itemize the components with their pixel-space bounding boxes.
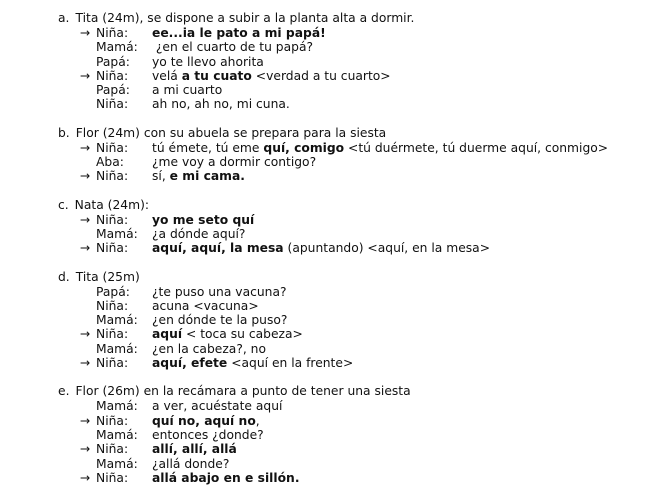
example-section: [0, 270, 652, 371]
utterance-bold-fragment: a tu cuato: [181, 68, 252, 83]
arrow-right-icon: →: [80, 212, 91, 227]
utterance-fragment: <tú duérmete, tú duerme aquí, conmigo>: [344, 140, 609, 155]
speaker-label: Niña:: [96, 140, 129, 155]
speaker-label: Mamá:: [96, 341, 138, 356]
utterance: [152, 414, 260, 428]
example-title: Flor (26m) en la recámara a punto de tener una siesta: [75, 384, 411, 399]
utterance: [152, 428, 264, 442]
utterance: [152, 97, 290, 111]
example-section: [0, 198, 652, 256]
example-section: [0, 126, 652, 184]
utterance-fragment: ¿en dónde te la puso?: [152, 313, 288, 328]
dialogue-line: [0, 40, 652, 54]
dialogue-line: [0, 428, 652, 442]
example-header: [0, 270, 652, 285]
dialogue-line: [0, 155, 652, 169]
example-header: [0, 126, 652, 141]
speaker-label: Papá:: [96, 54, 130, 69]
utterance-bold-fragment: aquí, aquí, la mesa: [152, 241, 284, 256]
speaker-label: Mamá:: [96, 456, 138, 471]
utterance: [152, 213, 254, 227]
dialogue-line: [0, 55, 652, 69]
speaker-label: Niña:: [96, 470, 129, 485]
arrow-right-icon: →: [80, 327, 91, 342]
example-header: [0, 11, 652, 26]
speaker-label: Papá:: [96, 83, 130, 98]
dialogue-line: [0, 213, 652, 227]
speaker-label: Mamá:: [96, 226, 138, 241]
speaker-label: Aba:: [96, 155, 124, 170]
dialogue-line: [0, 442, 652, 456]
dialogue-line: [0, 313, 652, 327]
arrow-right-icon: →: [80, 26, 91, 40]
example-title: Flor (24m) con su abuela se prepara para la siesta: [75, 125, 387, 140]
dialogue-line: [0, 169, 652, 183]
utterance-fragment: (apuntando) <aquí, en la mesa>: [283, 241, 491, 256]
dialogue-line: [0, 227, 652, 241]
utterance: [152, 155, 316, 169]
arrow-right-icon: →: [80, 413, 91, 428]
dialogue-line: [0, 471, 652, 485]
example-header: [0, 384, 652, 399]
dialogue-line: [0, 26, 652, 40]
example-letter: b.: [58, 125, 70, 140]
utterance-fragment: sí,: [152, 169, 170, 184]
utterance: [152, 26, 326, 40]
arrow-right-icon: →: [80, 140, 91, 155]
speaker-label: Mamá:: [96, 313, 138, 328]
utterance-fragment: entonces ¿donde?: [152, 427, 264, 442]
utterance-bold-fragment: ee...ia le pato a mi papá!: [152, 26, 326, 40]
utterance-fragment: ,: [255, 413, 260, 428]
speaker-label: Niña:: [96, 241, 129, 256]
dialogue-line: [0, 299, 652, 313]
dialogue-line: [0, 83, 652, 97]
example-letter: e.: [58, 384, 70, 399]
speaker-label: Mamá:: [96, 427, 138, 442]
speaker-label: Mamá:: [96, 399, 138, 414]
utterance-fragment: acuna <vacuna>: [152, 298, 259, 313]
dialogue-line: [0, 399, 652, 413]
utterance-fragment: ah no, ah no, mi cuna.: [152, 97, 290, 112]
utterance: [152, 299, 259, 313]
speaker-label: Niña:: [96, 413, 129, 428]
utterance-fragment: ¿allá donde?: [152, 456, 230, 471]
arrow-right-icon: →: [80, 356, 91, 371]
utterance-fragment: ¿te puso una vacuna?: [152, 284, 287, 299]
utterance: [152, 285, 287, 299]
dialogue-line: [0, 69, 652, 83]
example-section: [0, 11, 652, 112]
dialogue-line: [0, 414, 652, 428]
speaker-label: Niña:: [96, 97, 129, 112]
example-letter: c.: [58, 197, 69, 212]
utterance-bold-fragment: yo me seto quí: [152, 212, 255, 227]
utterance-fragment: velá: [152, 68, 182, 83]
speaker-label: Papá:: [96, 284, 130, 299]
speaker-label: Niña:: [96, 169, 129, 184]
utterance-bold-fragment: aquí, efete: [152, 356, 228, 371]
speaker-label: Niña:: [96, 212, 129, 227]
utterance: [152, 169, 245, 183]
utterance-bold-fragment: allí, allí, allá: [152, 442, 237, 457]
utterance-fragment: a ver, acuéstate aquí: [152, 399, 283, 414]
speaker-label: Niña:: [96, 26, 129, 40]
example-header: [0, 198, 652, 213]
dialogue-line: [0, 342, 652, 356]
utterance-fragment: ¿en el cuarto de tu papá?: [152, 40, 314, 55]
utterance: [152, 55, 264, 69]
utterance: [152, 342, 266, 356]
utterance: [152, 399, 282, 413]
utterance-fragment: yo te llevo ahorita: [152, 54, 264, 69]
utterance-fragment: tú émete, tú eme: [152, 140, 264, 155]
utterance: [152, 40, 313, 54]
dialogue-line: [0, 141, 652, 155]
utterance: [152, 141, 608, 155]
speaker-label: Niña:: [96, 356, 129, 371]
utterance-bold-fragment: allá abajo en e sillón.: [152, 470, 300, 485]
utterance-fragment: a mi cuarto: [152, 83, 223, 98]
arrow-right-icon: →: [80, 169, 91, 184]
example-section: [0, 384, 652, 485]
utterance: [152, 327, 303, 341]
transcript-document: [0, 11, 652, 499]
utterance: [152, 69, 391, 83]
utterance: [152, 442, 237, 456]
utterance-fragment: <verdad a tu cuarto>: [251, 68, 391, 83]
example-title: Tita (25m): [75, 269, 140, 284]
utterance: [152, 241, 490, 255]
speaker-label: Niña:: [96, 298, 129, 313]
dialogue-line: [0, 285, 652, 299]
utterance-fragment: <aquí en la frente>: [227, 356, 354, 371]
utterance: [152, 227, 245, 241]
example-letter: d.: [58, 269, 70, 284]
utterance-fragment: ¿a dónde aquí?: [152, 226, 246, 241]
utterance-fragment: < toca su cabeza>: [182, 327, 303, 342]
utterance: [152, 471, 300, 485]
utterance-bold-fragment: e mi cama.: [169, 169, 245, 184]
arrow-right-icon: →: [80, 68, 91, 83]
dialogue-line: [0, 97, 652, 111]
speaker-label: Niña:: [96, 327, 129, 342]
utterance: [152, 313, 287, 327]
utterance-fragment: ¿en la cabeza?, no: [152, 341, 266, 356]
utterance-bold-fragment: quí no, aquí no: [152, 413, 256, 428]
example-letter: a.: [58, 11, 70, 25]
utterance: [152, 83, 222, 97]
utterance-fragment: ¿me voy a dormir contigo?: [152, 155, 317, 170]
speaker-label: Mamá:: [96, 40, 138, 55]
arrow-right-icon: →: [80, 442, 91, 457]
example-title: Tita (24m), se dispone a subir a la planta alta a dormir.: [75, 11, 415, 25]
speaker-label: Niña:: [96, 68, 129, 83]
speaker-label: Niña:: [96, 442, 129, 457]
utterance: [152, 356, 353, 370]
utterance-bold-fragment: quí, comigo: [263, 140, 345, 155]
dialogue-line: [0, 327, 652, 341]
arrow-right-icon: →: [80, 470, 91, 485]
dialogue-line: [0, 356, 652, 370]
example-title: Nata (24m):: [74, 197, 150, 212]
dialogue-line: [0, 457, 652, 471]
utterance-bold-fragment: aquí: [152, 327, 183, 342]
utterance: [152, 457, 229, 471]
dialogue-line: [0, 241, 652, 255]
arrow-right-icon: →: [80, 241, 91, 256]
